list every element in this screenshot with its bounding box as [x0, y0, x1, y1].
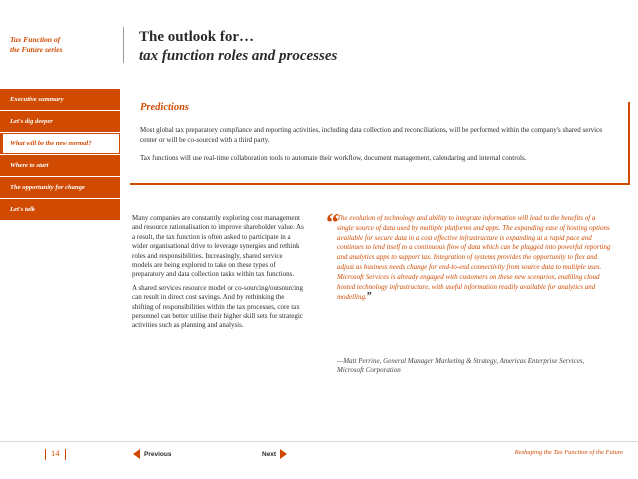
- arrow-right-icon: [280, 449, 287, 459]
- quote-open-mark: “: [326, 208, 339, 237]
- prediction-paragraph: Tax functions will use real-time collaboration tools to automate their workflow, document management, calendaring and internal controls.: [140, 154, 527, 162]
- nav-item-lets-talk[interactable]: Let's talk: [0, 199, 120, 220]
- prediction-paragraph: Most global tax preparatory compliance and reporting activities, including data collection and reconciliations, will be performed within the company's shared service center or will be co-sourced with a third party.: [140, 126, 603, 144]
- pull-quote: [337, 214, 612, 303]
- previous-button[interactable]: [133, 448, 175, 460]
- nav-item-opportunity-for-change[interactable]: The opportunity for change: [0, 177, 120, 198]
- footer-divider: [0, 441, 638, 442]
- page-number-bar: [45, 449, 46, 460]
- predictions-heading: Predictions: [140, 102, 189, 113]
- page-subtitle: tax function roles and processes: [139, 48, 338, 64]
- series-title: [10, 35, 110, 55]
- page-title: The outlook for…: [139, 29, 255, 45]
- body-text: [132, 214, 304, 335]
- body-paragraph: A shared services resource model or co-sourcing/outsourcing can result in direct cost savings. And by rethinking the shifting of responsibilities within the tax processes, core tax personnel can better utilise their higher skill sets for strategic activities such as planning and analysis.: [132, 283, 304, 330]
- quote-attribution: —Matt Perrine, General Manager Marketing & Strategy, Americas Enterprise Services, Microsoft Corporation: [337, 357, 585, 375]
- document-title: Reshaping the Tax Function of the Future: [514, 449, 623, 456]
- arrow-left-icon: [133, 449, 140, 459]
- pull-quote-text: The evolution of technology and ability to integrate information will lead to the benefits of a single source of data used by multiple platforms and apps. The expanding ease of hosting options available for secure data in a cost effective infrastructure is expanding at a rapid pace and continues to lend itself to a continuous flow of data which can be plugged into powerful reporting and analytics apps to support tax. Integration of systems provides the opportunity to flex and adjust as business needs change for end-to-end connectivity from source data to multiple uses. Microsoft Services is already engaged with customers on these new scenarios, enabling cloud hosted technology infrastructure, with useful information readily available for analytics and modelling.: [337, 214, 611, 302]
- previous-label: Previous: [144, 450, 172, 458]
- page-number: [40, 448, 71, 460]
- next-label: Next: [262, 450, 277, 458]
- nav-item-lets-dig-deeper[interactable]: Let's dig deeper: [0, 111, 120, 132]
- series-title-line2: the Future series: [10, 45, 63, 54]
- page-number-bar: [65, 449, 66, 460]
- next-button[interactable]: [258, 448, 287, 460]
- nav-item-where-to-start[interactable]: Where to start: [0, 155, 120, 176]
- nav-item-executive-summary[interactable]: Executive summary: [0, 89, 120, 110]
- predictions-box: [130, 102, 630, 185]
- series-title-line1: Tax Function of: [10, 35, 61, 44]
- section-nav: [0, 89, 120, 221]
- quote-close-mark: ”: [366, 291, 372, 303]
- nav-item-new-normal[interactable]: What will be the new normal?: [0, 133, 120, 154]
- title-divider: [123, 27, 124, 63]
- body-paragraph: Many companies are constantly exploring cost management and resource rationalisation to improve shareholder value. As a result, the tax function is often asked to participate in a wider organisational drive to leverage synergies and rethink roles and responsibilities. Increasingly, shared service models are being explored to take on these types of preparatory and data collection tasks within tax functions.: [132, 214, 304, 279]
- page-number-value: 14: [51, 448, 60, 458]
